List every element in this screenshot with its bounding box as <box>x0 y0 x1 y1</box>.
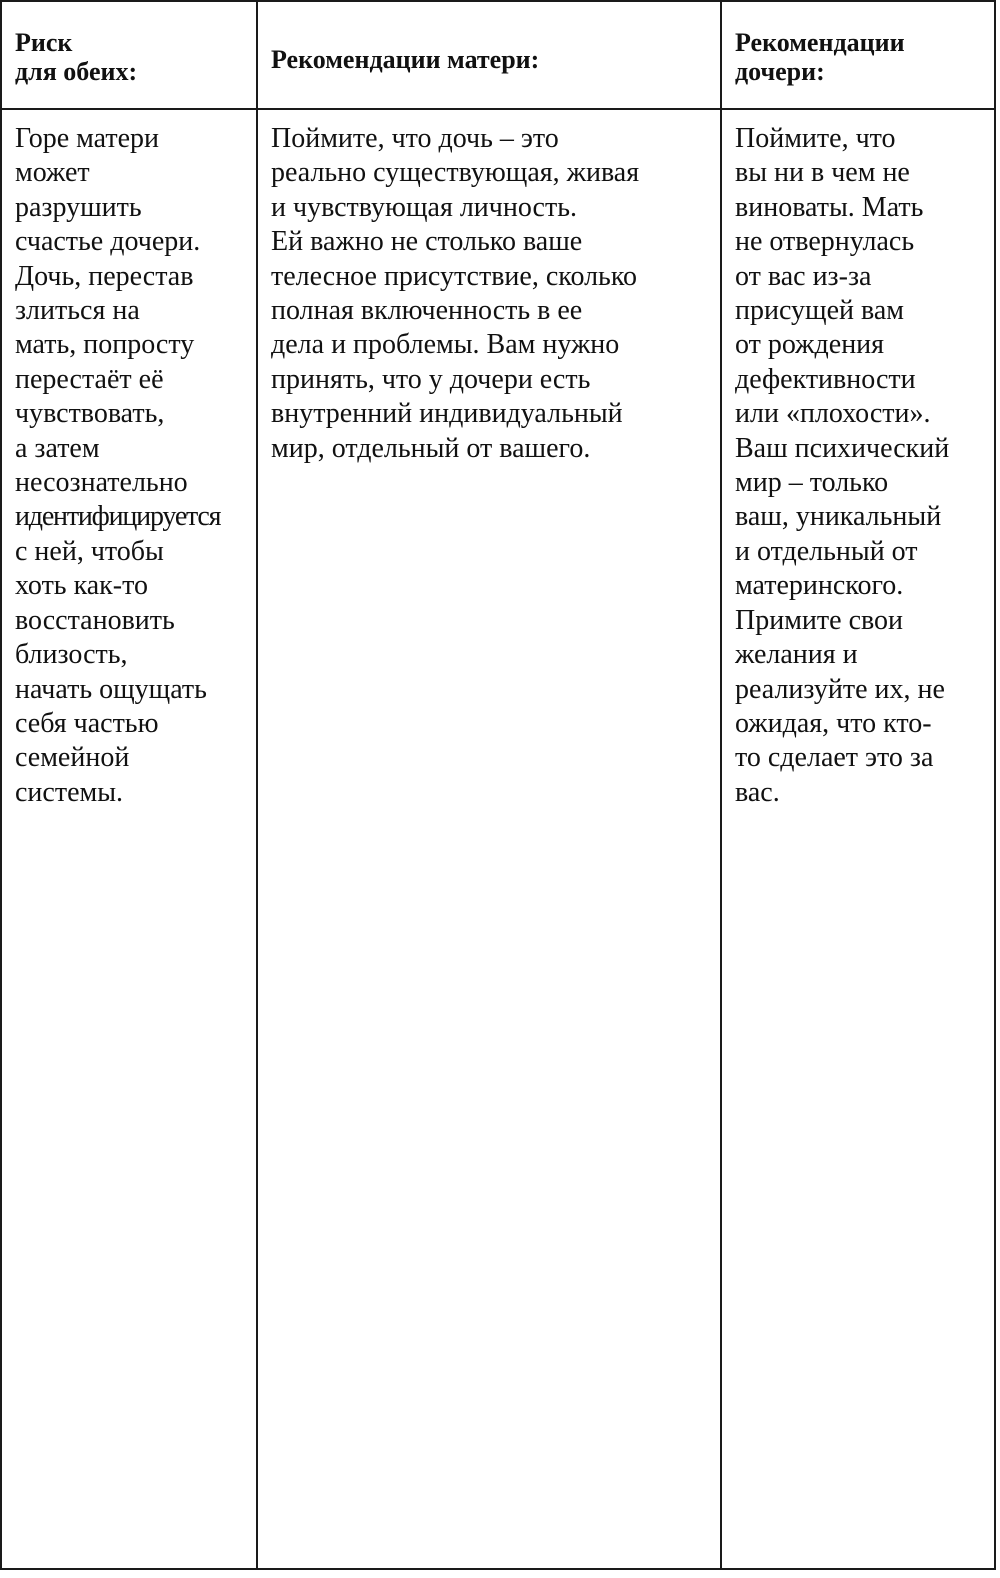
text-line: полная включенность в ее <box>271 295 583 327</box>
text-line: начать ощущать <box>15 673 207 705</box>
text-line: идентифицируется <box>15 501 221 533</box>
text-line: от рождения <box>735 329 885 361</box>
header-line: Рекомендации <box>735 28 905 57</box>
text-line: Горе матери <box>15 123 160 154</box>
text-line: телесное присутствие, сколько <box>271 260 638 292</box>
text-line: чувствовать, <box>15 398 165 430</box>
header-mother-recommendations <box>257 1 721 109</box>
text-line: или «плохости». <box>735 398 931 430</box>
text-line: а затем <box>15 432 100 464</box>
text-line: перестаёт её <box>15 363 164 395</box>
text-line: то сделает это за <box>735 742 934 774</box>
text-line: реально существующая, живая <box>271 157 640 189</box>
text-line: несознательно <box>15 467 188 499</box>
header-line: Риск <box>15 28 73 57</box>
text-line: Поймите, что <box>735 123 896 154</box>
text-line: и отдельный от <box>735 535 918 567</box>
text-line: мир, отдельный от вашего. <box>271 432 591 464</box>
text-line: счастье дочери. <box>15 226 201 258</box>
text-line: реализуйте их, не <box>735 673 945 705</box>
text-line: системы. <box>15 776 124 808</box>
text-line: семейной <box>15 742 130 774</box>
header-daughter-recommendations <box>721 1 995 109</box>
text-line: может <box>15 157 90 189</box>
text-line: восстановить <box>15 604 175 636</box>
text-line: Дочь, перестав <box>15 260 194 292</box>
text-line: себя частью <box>15 707 159 739</box>
text-line: и чувствующая личность. <box>271 191 577 223</box>
text-line: виноваты. Мать <box>735 191 924 223</box>
text-line: ваш, уникальный <box>735 501 942 533</box>
text-line: не отвернулась <box>735 226 915 258</box>
header-risk-for-both <box>1 1 257 109</box>
text-line: близость, <box>15 639 128 671</box>
text-line: злиться на <box>15 295 140 327</box>
text-line: дела и проблемы. Вам нужно <box>271 329 620 361</box>
cell-mother-text <box>257 109 721 1569</box>
header-line: дочери: <box>735 57 825 86</box>
text-line: Ей важно не столько ваше <box>271 226 583 258</box>
text-line: от вас из-за <box>735 260 872 292</box>
table-row <box>1 109 995 1569</box>
table-header-row <box>1 1 995 109</box>
text-line: внутренний индивидуальный <box>271 398 623 430</box>
text-line: Поймите, что дочь – это <box>271 123 559 154</box>
cell-daughter-text <box>721 109 995 1569</box>
text-line: Примите свои <box>735 604 904 636</box>
text-line: мать, попросту <box>15 329 195 361</box>
text-line: присущей вам <box>735 295 904 327</box>
text-line: мир – только <box>735 467 889 499</box>
cell-risk-text <box>1 109 257 1569</box>
header-line: Рекомендации матери: <box>271 45 540 74</box>
text-line: с ней, чтобы <box>15 535 164 567</box>
text-line: разрушить <box>15 191 142 223</box>
text-line: ожидая, что кто- <box>735 707 932 739</box>
text-line: принять, что у дочери есть <box>271 363 591 395</box>
text-line: дефективности <box>735 363 916 395</box>
text-line: материнского. <box>735 570 904 602</box>
text-line: вы ни в чем не <box>735 157 910 189</box>
text-line: вас. <box>735 776 780 808</box>
header-line: для обеих: <box>15 57 138 86</box>
text-line: хоть как-то <box>15 570 148 602</box>
text-line: желания и <box>735 639 858 671</box>
text-line: Ваш психический <box>735 432 950 464</box>
